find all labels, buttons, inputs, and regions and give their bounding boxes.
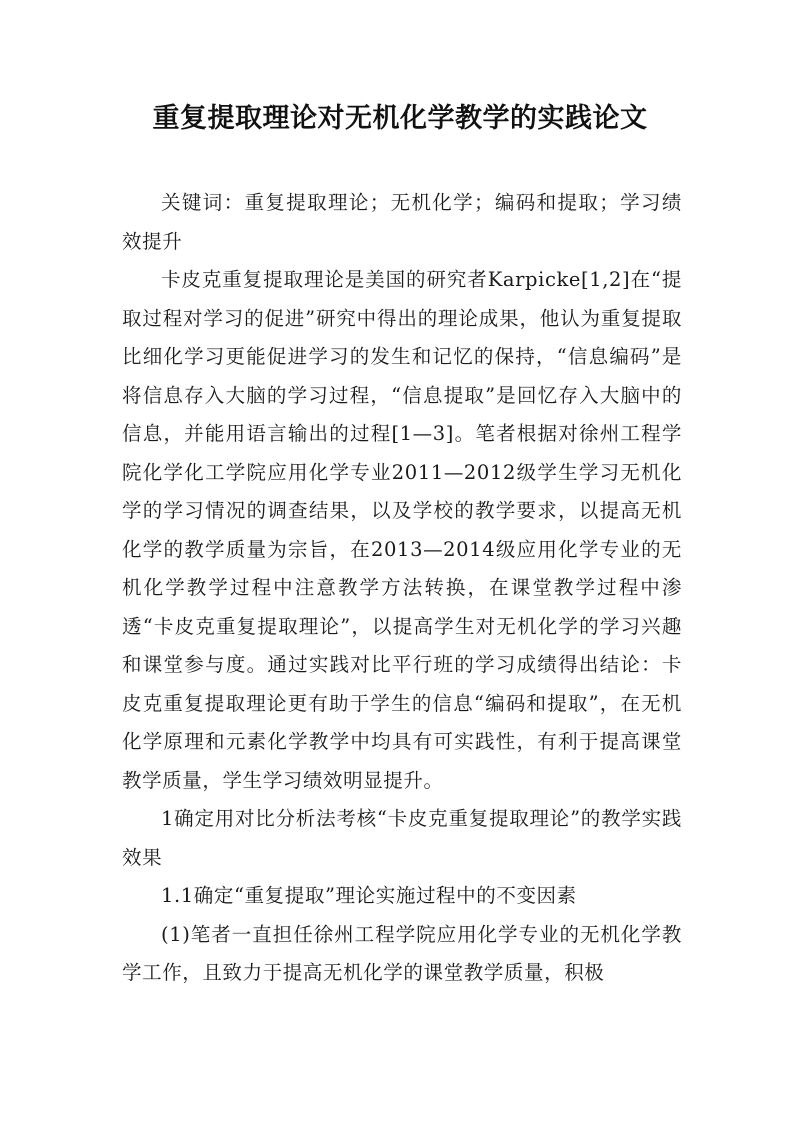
document-title: 重复提取理论对无机化学教学的实践论文 [152, 103, 648, 134]
document-body [122, 184, 682, 993]
subsection-heading-1-1: 1.1确定“重复提取”理论实施过程中的不变因素 [161, 884, 577, 907]
body-paragraph-1: (1)笔者一直担任徐州工程学院应用化学专业的无机化学教学工作，且致力于提高无机化学的课堂教学质量，积极 [122, 922, 682, 984]
intro-paragraph: 卡皮克重复提取理论是美国的研究者Karpicke[1,2]在“提取过程对学习的促进”研究中得出的理论成果，他认为重复提取比细化学习更能促进学习的发生和记忆的保持，“信息编码”是将信息存入大脑的学习过程，“信息提取”是回忆存入大脑中的信息，并能用语言输出的过程[1—3]。笔者根据对徐州工程学院化学化工学院应用化学专业2011—2012级学生学习无机化学的学习情况的调查结果，以及学校的教学要求，以提高无机化学的教学质量为宗旨，在2013—2014级应用化学专业的无机化学教学过程中注意教学方法转换，在课堂教学过程中渗透“卡皮克重复提取理论”，以提高学生对无机化学的学习兴趣和课堂参与度。通过实践对比平行班的学习成绩得出结论：卡皮克重复提取理论更有助于学生的信息“编码和提取”，在无机化学原理和元素化学教学中均具有可实践性，有利于提高课堂教学质量，学生学习绩效明显提升。 [122, 268, 682, 792]
keywords-paragraph: 关键词：重复提取理论；无机化学；编码和提取；学习绩效提升 [122, 191, 682, 253]
section-heading-1: 1确定用对比分析法考核“卡皮克重复提取理论”的教学实践效果 [122, 807, 682, 869]
